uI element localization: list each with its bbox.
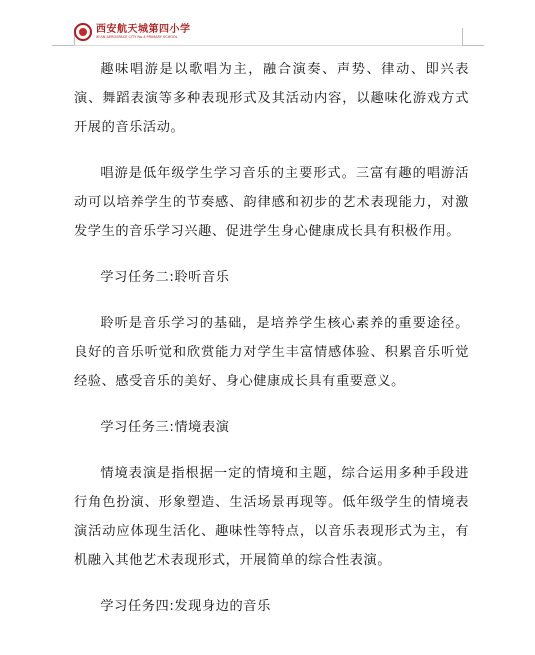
paragraph-listening: 聆听是音乐学习的基础，是培养学生核心素养的重要途径。良好的音乐听觉和欣赏能力对学生丰富情感体验、积累音乐听觉经验、感受音乐的美好、身心健康成长具有重要意义。 [74, 316, 469, 389]
paragraph-intro: 趣味唱游是以歌唱为主，融合演奏、声势、律动、即兴表演、舞蹈表演等多种表现形式及其活动内容，以趣味化游戏方式开展的音乐活动。 [74, 62, 469, 135]
crop-mark-top-right-h [462, 45, 484, 46]
school-name: 西安航天城第四小学 [96, 23, 191, 35]
heading-task-2: 学习任务二:聆听音乐 [100, 270, 230, 285]
paragraph-singing-game: 唱游是低年级学生学习音乐的主要形式。三富有趣的唱游活动可以培养学生的节奏感、韵律感和初步的艺术表现能力，对激发学生的音乐学习兴趣、促进学生身心健康成长具有积极作用。 [74, 166, 469, 239]
heading-task-4: 学习任务四:发现身边的音乐 [100, 599, 271, 614]
school-name-block [96, 25, 191, 40]
paragraph-situational-performance: 情境表演是指根据一定的情境和主题，综合运用多种手段进行角色扮演、形象塑造、生活场景再现等。低年级学生的情境表演活动应体现生活化、趣味性等特点，以音乐表现形式为主，有机融入其他艺术表现形式，开展简单的综合性表演。 [74, 466, 469, 568]
school-name-en: XI'AN AEROSPACE CITY No.4 PRIMARY SCHOOL [96, 34, 178, 39]
heading-task-3: 学习任务三:情境表演 [100, 420, 230, 435]
document-body [74, 55, 469, 638]
school-logo-icon [74, 23, 92, 41]
school-logo-center [79, 28, 87, 36]
crop-mark-top-left-h [52, 45, 74, 46]
crop-mark-top-right-v [462, 28, 463, 45]
header-divider [74, 45, 462, 46]
page-header [74, 20, 191, 44]
